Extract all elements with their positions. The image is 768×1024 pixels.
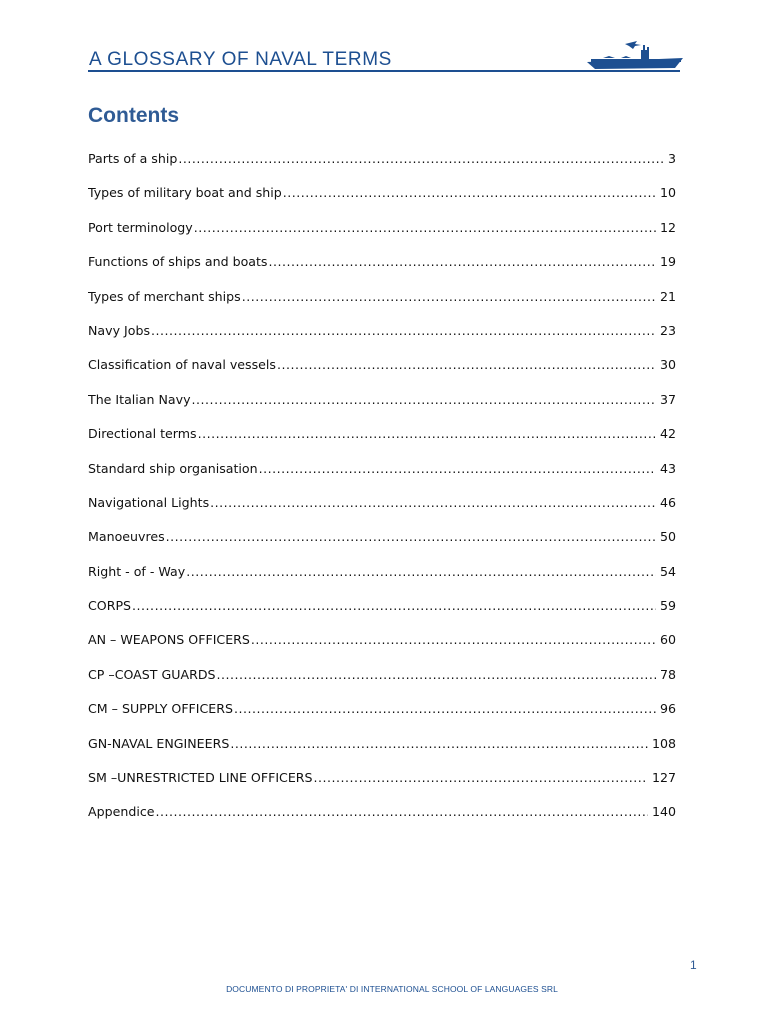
toc-entry-title: Right - of - Way — [88, 563, 186, 579]
toc-entry[interactable] — [88, 320, 676, 354]
toc-entry-title: The Italian Navy — [88, 391, 191, 407]
toc-dot-leader — [132, 595, 656, 617]
toc-entry-page: 59 — [659, 598, 676, 614]
toc-entry[interactable] — [88, 251, 676, 285]
toc-dot-leader — [277, 354, 656, 376]
toc-entry-title: SM –UNRESTRICTED LINE OFFICERS — [88, 770, 313, 786]
toc-entry-page: 50 — [659, 529, 676, 545]
toc-entry-title: Types of military boat and ship — [88, 185, 282, 201]
toc-entry-title: Navy Jobs — [88, 322, 151, 338]
toc-dot-leader — [192, 389, 656, 411]
toc-entry[interactable] — [88, 733, 676, 767]
toc-entry-page: 10 — [659, 185, 676, 201]
toc-entry-page: 3 — [667, 151, 676, 166]
toc-dot-leader — [217, 664, 656, 686]
toc-entry-page: 21 — [659, 288, 676, 304]
toc-entry-title: Port terminology — [88, 219, 193, 235]
toc-entry-title: CP –COAST GUARDS — [88, 666, 216, 682]
toc-dot-leader — [166, 526, 656, 548]
toc-entry-page: 19 — [659, 254, 676, 270]
toc-dot-leader — [156, 801, 648, 823]
toc-entry[interactable] — [88, 389, 676, 423]
toc-dot-leader — [269, 251, 656, 273]
toc-dot-leader — [251, 629, 656, 651]
toc-entry-page: 60 — [659, 632, 676, 648]
toc-dot-leader — [283, 182, 656, 204]
toc-entry[interactable] — [88, 286, 676, 320]
toc-entry[interactable] — [88, 354, 676, 388]
document-title: A GLOSSARY OF NAVAL TERMS — [89, 49, 392, 70]
footer-ownership-note: DOCUMENTO DI PROPRIETA' DI INTERNATIONAL SCHOOL OF LANGUAGES SRL — [226, 984, 558, 994]
toc-entry[interactable] — [88, 526, 676, 560]
toc-entry-page: 46 — [659, 494, 676, 510]
toc-entry-page: 108 — [651, 735, 676, 751]
toc-entry-page: 30 — [659, 357, 676, 373]
toc-entry-title: GN-NAVAL ENGINEERS — [88, 735, 230, 751]
toc-entry[interactable] — [88, 801, 676, 835]
toc-entry-page: 54 — [659, 563, 676, 579]
toc-dot-leader — [198, 423, 656, 445]
toc-entry-title: Manoeuvres — [88, 529, 165, 545]
toc-entry[interactable] — [88, 217, 676, 251]
toc-dot-leader — [314, 767, 648, 789]
toc-entry-title: Classification of naval vessels — [88, 357, 276, 373]
aircraft-carrier-icon — [585, 38, 685, 72]
toc-dot-leader — [234, 698, 656, 720]
toc-dot-leader — [194, 217, 656, 239]
toc-entry[interactable] — [88, 664, 676, 698]
toc-dot-leader — [242, 286, 656, 308]
toc-entry-page: 140 — [651, 804, 676, 820]
toc-entry-page: 96 — [659, 701, 676, 717]
toc-entry[interactable] — [88, 767, 676, 801]
contents-heading: Contents — [88, 104, 179, 127]
toc-entry-title: CORPS — [88, 598, 132, 614]
toc-entry[interactable] — [88, 423, 676, 457]
toc-entry-title: Types of merchant ships — [88, 288, 241, 304]
toc-dot-leader — [230, 733, 648, 755]
toc-entry-title: Navigational Lights — [88, 494, 210, 510]
toc-entry[interactable] — [88, 492, 676, 526]
toc-dot-leader — [210, 492, 656, 514]
toc-entry-page: 37 — [659, 391, 676, 407]
toc-dot-leader — [151, 320, 656, 342]
toc-entry-page: 42 — [659, 426, 676, 442]
toc-entry-page: 43 — [659, 460, 676, 476]
toc-entry[interactable] — [88, 698, 676, 732]
toc-entry-title: AN – WEAPONS OFFICERS — [88, 632, 250, 648]
toc-entry-title: Parts of a ship — [88, 151, 178, 166]
toc-entry-page: 78 — [659, 666, 676, 682]
toc-entry[interactable] — [88, 595, 676, 629]
page-number: 1 — [690, 958, 697, 972]
toc-entry-page: 23 — [659, 322, 676, 338]
toc-entry[interactable] — [88, 458, 676, 492]
toc-entry-page: 12 — [659, 219, 676, 235]
toc-entry-title: CM – SUPPLY OFFICERS — [88, 701, 234, 717]
toc-entry[interactable] — [88, 182, 676, 216]
toc-entry-page: 127 — [651, 770, 676, 786]
toc-entry[interactable] — [88, 561, 676, 595]
toc-dot-leader — [259, 458, 656, 480]
toc-entry-title: Appendice — [88, 804, 155, 820]
toc-entry-title: Directional terms — [88, 426, 197, 442]
toc-entry[interactable] — [88, 148, 676, 182]
toc-entry-title: Functions of ships and boats — [88, 254, 268, 270]
toc-dot-leader — [178, 148, 664, 170]
toc-dot-leader — [186, 561, 656, 583]
table-of-contents — [88, 148, 676, 836]
toc-entry-title: Standard ship organisation — [88, 460, 258, 476]
toc-entry[interactable] — [88, 629, 676, 663]
